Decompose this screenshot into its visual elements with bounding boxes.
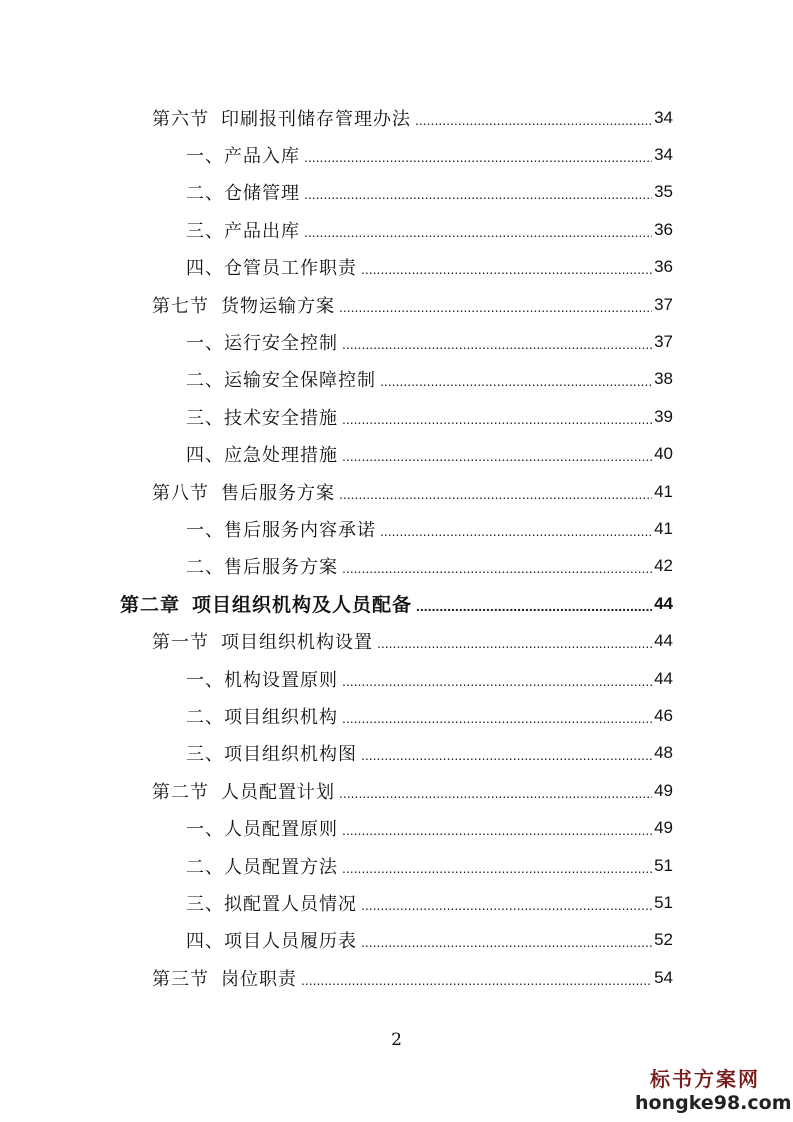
- toc-dot-leader: [342, 336, 669, 352]
- watermark-url: hongke98.com: [635, 1092, 792, 1114]
- toc-dot-leader: [339, 299, 669, 315]
- toc-dot-leader: [342, 710, 669, 726]
- toc-page-number: 38: [654, 369, 673, 389]
- toc-entry-number: 三、: [186, 220, 224, 242]
- toc-entry-label: [152, 628, 373, 654]
- toc-entry-number: 三、: [186, 893, 224, 915]
- toc-dot-leader: [301, 972, 669, 988]
- toc-entry-item[interactable]: [0, 174, 793, 211]
- toc-entry-section[interactable]: [0, 99, 793, 136]
- toc-entry-section[interactable]: [0, 959, 793, 996]
- toc-dot-leader: [416, 598, 669, 614]
- toc-entry-number: 三、: [186, 407, 224, 429]
- toc-entry-label: [186, 516, 376, 542]
- toc-entry-item[interactable]: [0, 735, 793, 772]
- toc-entry-title: 售后服务内容承诺: [224, 519, 376, 541]
- toc-page-number: 36: [654, 257, 673, 277]
- toc-entry-label: [186, 217, 300, 243]
- toc-entry-number: 第一节: [152, 632, 209, 654]
- toc-entry-section[interactable]: [0, 286, 793, 323]
- toc-entry-number: 第七节: [152, 295, 209, 317]
- toc-dot-leader: [377, 635, 669, 651]
- toc-page-number: 54: [654, 967, 673, 987]
- toc-dot-leader: [342, 560, 669, 576]
- toc-page-number: 37: [654, 294, 673, 314]
- watermark: [635, 1063, 792, 1114]
- toc-page-number: 40: [654, 444, 673, 464]
- toc-dot-leader: [342, 673, 669, 689]
- toc-dot-leader: [361, 747, 669, 763]
- toc-entry-section[interactable]: [0, 622, 793, 659]
- toc-entry-title: 售后服务方案: [221, 482, 335, 504]
- toc-entry-item[interactable]: [0, 548, 793, 585]
- toc-page-number: 41: [654, 481, 673, 501]
- toc-entry-number: 四、: [186, 931, 224, 953]
- toc-dot-leader: [415, 112, 669, 128]
- toc-entry-item[interactable]: [0, 809, 793, 846]
- toc-entry-number: 一、: [186, 669, 224, 691]
- toc-dot-leader: [380, 373, 669, 389]
- toc-page-number: 41: [654, 518, 673, 538]
- toc-entry-number: 一、: [186, 819, 224, 841]
- toc-dot-leader: [339, 486, 669, 502]
- toc-entry-label: [186, 666, 338, 692]
- toc-dot-leader: [342, 860, 669, 876]
- toc-entry-item[interactable]: [0, 510, 793, 547]
- toc-page-number: 46: [654, 705, 673, 725]
- toc-page-number: 35: [654, 182, 673, 202]
- toc-entry-label: [152, 778, 335, 804]
- toc-entry-item[interactable]: [0, 361, 793, 398]
- toc-entry-title: 印刷报刊储存管理办法: [221, 108, 411, 130]
- toc-page-number: 51: [654, 855, 673, 875]
- toc-entry-title: 人员配置计划: [221, 781, 335, 803]
- toc-entry-title: 应急处理措施: [224, 445, 338, 467]
- toc-dot-leader: [380, 523, 669, 539]
- toc-entry-number: 二、: [186, 370, 224, 392]
- toc-dot-leader: [304, 224, 669, 240]
- toc-page-number: 34: [654, 145, 673, 165]
- toc-page-number: 51: [654, 892, 673, 912]
- toc-page-number: 34: [654, 107, 673, 127]
- toc-entry-number: 第三节: [152, 968, 209, 990]
- page-number: 2: [391, 1030, 402, 1050]
- toc-entry-label: [186, 740, 357, 766]
- toc-entry-label: [186, 404, 338, 430]
- table-of-contents: [0, 99, 793, 996]
- toc-entry-number: 一、: [186, 146, 224, 168]
- toc-entry-title: 岗位职责: [221, 968, 297, 990]
- toc-dot-leader: [342, 411, 669, 427]
- toc-entry-title: 项目组织机构: [224, 706, 338, 728]
- toc-entry-number: 二、: [186, 183, 224, 205]
- toc-page-number: 42: [654, 556, 673, 576]
- toc-entry-title: 人员配置原则: [224, 819, 338, 841]
- toc-entry-number: 四、: [186, 445, 224, 467]
- toc-entry-item[interactable]: [0, 884, 793, 921]
- toc-entry-number: 第二章: [120, 594, 181, 617]
- toc-entry-item[interactable]: [0, 922, 793, 959]
- toc-entry-label: [186, 179, 300, 205]
- toc-entry-label: [152, 965, 297, 991]
- toc-entry-label: [186, 815, 338, 841]
- toc-entry-chapter[interactable]: [0, 585, 793, 622]
- toc-page-number: 44: [654, 631, 673, 651]
- toc-entry-title: 项目组织机构设置: [221, 632, 373, 654]
- toc-page-number: 52: [654, 930, 673, 950]
- toc-entry-number: 四、: [186, 258, 224, 280]
- toc-entry-title: 项目组织机构及人员配备: [192, 594, 413, 617]
- toc-entry-label: [186, 142, 300, 168]
- toc-dot-leader: [304, 149, 669, 165]
- toc-page-number: 36: [654, 219, 673, 239]
- toc-entry-item[interactable]: [0, 249, 793, 286]
- toc-entry-label: [186, 254, 357, 280]
- toc-entry-label: [186, 853, 338, 879]
- watermark-title: 标书方案网: [650, 1067, 760, 1091]
- toc-dot-leader: [361, 261, 669, 277]
- toc-entry-label: [186, 329, 338, 355]
- toc-entry-item[interactable]: [0, 436, 793, 473]
- toc-dot-leader: [342, 822, 669, 838]
- toc-entry-item[interactable]: [0, 697, 793, 734]
- toc-entry-label: [186, 441, 338, 467]
- toc-entry-number: 第六节: [152, 108, 209, 130]
- toc-entry-title: 人员配置方法: [224, 856, 338, 878]
- toc-entry-number: 二、: [186, 706, 224, 728]
- toc-entry-label: [120, 590, 412, 617]
- toc-dot-leader: [304, 186, 669, 202]
- toc-entry-number: 第二节: [152, 781, 209, 803]
- toc-entry-item[interactable]: [0, 323, 793, 360]
- toc-entry-number: 二、: [186, 856, 224, 878]
- toc-entry-title: 项目人员履历表: [224, 931, 357, 953]
- toc-entry-label: [186, 890, 357, 916]
- toc-page-number: 44: [654, 593, 673, 613]
- toc-entry-title: 机构设置原则: [224, 669, 338, 691]
- toc-entry-title: 产品入库: [224, 146, 300, 168]
- toc-entry-label: [152, 292, 335, 318]
- toc-entry-label: [186, 366, 376, 392]
- toc-page-number: 49: [654, 818, 673, 838]
- toc-dot-leader: [339, 785, 669, 801]
- toc-entry-label: [152, 105, 411, 131]
- toc-page-number: 37: [654, 332, 673, 352]
- toc-entry-item[interactable]: [0, 398, 793, 435]
- toc-dot-leader: [361, 897, 669, 913]
- toc-page-number: 48: [654, 743, 673, 763]
- toc-entry-title: 产品出库: [224, 220, 300, 242]
- toc-dot-leader: [361, 934, 669, 950]
- toc-entry-item[interactable]: [0, 847, 793, 884]
- toc-entry-item[interactable]: [0, 660, 793, 697]
- toc-entry-title: 技术安全措施: [224, 407, 338, 429]
- toc-entry-section[interactable]: [0, 473, 793, 510]
- toc-entry-label: [152, 479, 335, 505]
- toc-dot-leader: [342, 448, 669, 464]
- toc-entry-label: [186, 553, 338, 579]
- toc-entry-label: [186, 703, 338, 729]
- toc-entry-title: 仓储管理: [224, 183, 300, 205]
- toc-entry-title: 运行安全控制: [224, 333, 338, 355]
- toc-entry-section[interactable]: [0, 772, 793, 809]
- toc-entry-title: 项目组织机构图: [224, 744, 357, 766]
- toc-entry-number: 二、: [186, 557, 224, 579]
- toc-entry-number: 一、: [186, 519, 224, 541]
- toc-entry-number: 三、: [186, 744, 224, 766]
- toc-page-number: 39: [654, 406, 673, 426]
- toc-entry-item[interactable]: [0, 211, 793, 248]
- toc-entry-number: 第八节: [152, 482, 209, 504]
- toc-entry-number: 一、: [186, 333, 224, 355]
- toc-entry-title: 货物运输方案: [221, 295, 335, 317]
- toc-entry-title: 运输安全保障控制: [224, 370, 376, 392]
- toc-entry-title: 售后服务方案: [224, 557, 338, 579]
- toc-entry-title: 拟配置人员情况: [224, 893, 357, 915]
- toc-page-number: 49: [654, 780, 673, 800]
- toc-entry-label: [186, 927, 357, 953]
- toc-page-number: 44: [654, 668, 673, 688]
- toc-entry-title: 仓管员工作职责: [224, 258, 357, 280]
- toc-entry-item[interactable]: [0, 136, 793, 173]
